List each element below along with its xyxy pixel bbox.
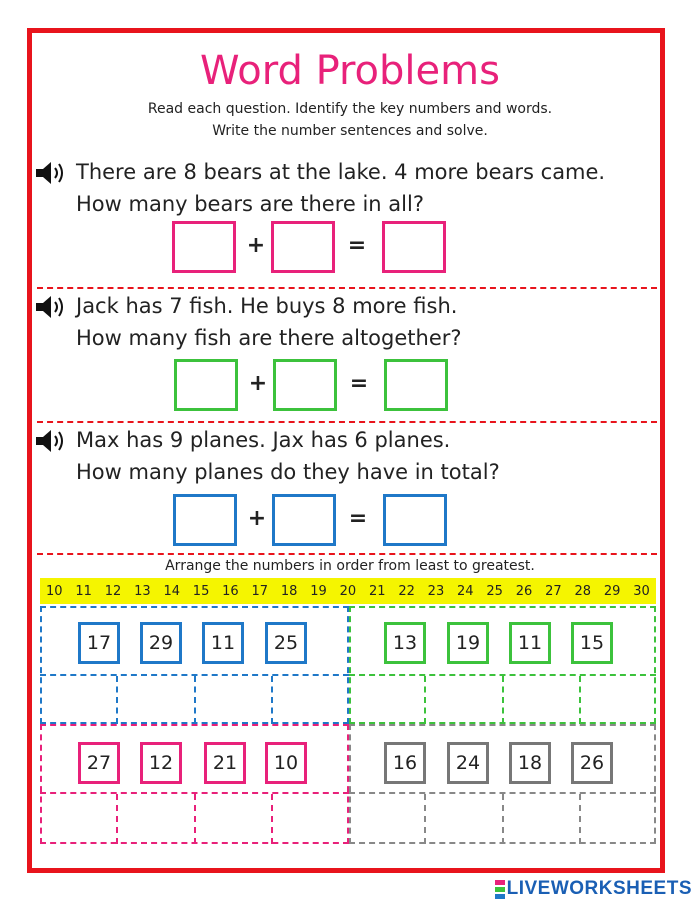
page-title: Word Problems: [200, 48, 500, 94]
answer-slot[interactable]: [118, 676, 196, 724]
number-tile[interactable]: 17: [78, 622, 120, 664]
answer-slot[interactable]: [40, 676, 118, 724]
number-line-tick: 27: [545, 583, 562, 599]
answer-slot[interactable]: [504, 794, 581, 844]
number-line-tick: 13: [134, 583, 151, 599]
number-line-tick: 24: [457, 583, 474, 599]
answer-row: [349, 792, 656, 844]
number-tile[interactable]: 16: [384, 742, 426, 784]
problem-1-line-1: There are 8 bears at the lake. 4 more bears came.: [76, 160, 606, 184]
liveworksheets-logo: [495, 878, 692, 900]
answer-slot[interactable]: [196, 794, 274, 844]
number-line-tick: 11: [75, 583, 92, 599]
number-line: [40, 578, 656, 604]
number-line-tick: 28: [574, 583, 592, 599]
number-tile[interactable]: 11: [509, 622, 551, 664]
speaker-icon[interactable]: [34, 428, 68, 454]
number-line-tick: 17: [251, 583, 269, 599]
answer-row: [349, 674, 656, 724]
number-tile[interactable]: 21: [204, 742, 246, 784]
instruction-line-1: Read each question. Identify the key numbers and words.: [147, 101, 553, 117]
sum-input[interactable]: [384, 359, 448, 411]
answer-slot[interactable]: [504, 676, 581, 724]
logo-mark-icon: [495, 879, 505, 900]
number-tile[interactable]: 12: [140, 742, 182, 784]
answer-slot[interactable]: [426, 794, 503, 844]
problem-1-line-2: How many bears are there in all?: [76, 192, 424, 216]
equals-sign: =: [347, 233, 367, 258]
addend-1-input[interactable]: [173, 494, 237, 546]
addend-2-input[interactable]: [273, 359, 337, 411]
number-tile[interactable]: 13: [384, 622, 426, 664]
number-line-tick: 12: [104, 583, 122, 599]
problem-3-line-1: Max has 9 planes. Jax has 6 planes.: [76, 428, 451, 452]
instruction-line-2: Write the number sentences and solve.: [212, 123, 488, 139]
answer-slot[interactable]: [349, 676, 426, 724]
answer-slot[interactable]: [118, 794, 196, 844]
equals-sign: =: [348, 506, 368, 531]
number-line-tick: 15: [192, 583, 210, 599]
plus-sign: +: [246, 233, 266, 258]
sum-input[interactable]: [383, 494, 447, 546]
number-line-tick: 23: [427, 583, 445, 599]
speaker-icon[interactable]: [34, 294, 68, 320]
number-line-tick: 22: [398, 583, 415, 599]
number-tile[interactable]: 26: [571, 742, 613, 784]
number-tile[interactable]: 11: [202, 622, 244, 664]
answer-slot[interactable]: [273, 794, 349, 844]
number-line-tick: 20: [339, 583, 357, 599]
speaker-icon[interactable]: [34, 160, 68, 186]
number-tile[interactable]: 18: [509, 742, 551, 784]
number-tile[interactable]: 25: [265, 622, 307, 664]
number-line-tick: 18: [280, 583, 298, 599]
number-tile[interactable]: 10: [265, 742, 307, 784]
problem-2-line-1: Jack has 7 fish. He buys 8 more fish.: [76, 294, 458, 318]
answer-slot[interactable]: [426, 676, 503, 724]
number-tile[interactable]: 24: [447, 742, 489, 784]
number-line-tick: 21: [368, 583, 386, 599]
addend-1-input[interactable]: [172, 221, 236, 273]
answer-slot[interactable]: [581, 794, 656, 844]
addend-1-input[interactable]: [174, 359, 238, 411]
answer-row: [40, 792, 349, 844]
number-line-tick: 26: [515, 583, 533, 599]
order-group-gray: [349, 724, 656, 844]
number-line-tick: 14: [163, 583, 180, 599]
number-line-tick: 30: [633, 583, 650, 599]
divider: [37, 287, 657, 289]
plus-sign: +: [248, 371, 268, 396]
answer-slot[interactable]: [196, 676, 274, 724]
order-group-green: [349, 606, 656, 724]
addend-2-input[interactable]: [272, 494, 336, 546]
divider: [37, 553, 657, 555]
equals-sign: =: [349, 371, 369, 396]
order-group-blue: [40, 606, 349, 724]
answer-row: [40, 674, 349, 724]
answer-slot[interactable]: [581, 676, 656, 724]
answer-slot[interactable]: [349, 794, 426, 844]
answer-slot[interactable]: [40, 794, 118, 844]
problem-3-line-2: How many planes do they have in total?: [76, 460, 500, 484]
number-line-tick: 25: [486, 583, 503, 599]
sum-input[interactable]: [382, 221, 446, 273]
number-tile[interactable]: 29: [140, 622, 182, 664]
answer-slot[interactable]: [273, 676, 349, 724]
number-line-tick: 19: [310, 583, 327, 599]
number-line-tick: 29: [603, 583, 621, 599]
problem-2-line-2: How many fish are there altogether?: [76, 326, 462, 350]
number-line-tick: 10: [46, 583, 63, 599]
addend-2-input[interactable]: [271, 221, 335, 273]
plus-sign: +: [247, 506, 267, 531]
divider: [37, 421, 657, 423]
number-line-tick: 16: [222, 583, 239, 599]
logo-text: LIVEWORKSHEETS: [506, 878, 692, 899]
number-tile[interactable]: 15: [571, 622, 613, 664]
ordering-instruction: Arrange the numbers in order from least to greatest.: [165, 558, 535, 574]
order-group-pink: [40, 724, 349, 844]
number-tile[interactable]: 19: [447, 622, 489, 664]
number-tile[interactable]: 27: [78, 742, 120, 784]
